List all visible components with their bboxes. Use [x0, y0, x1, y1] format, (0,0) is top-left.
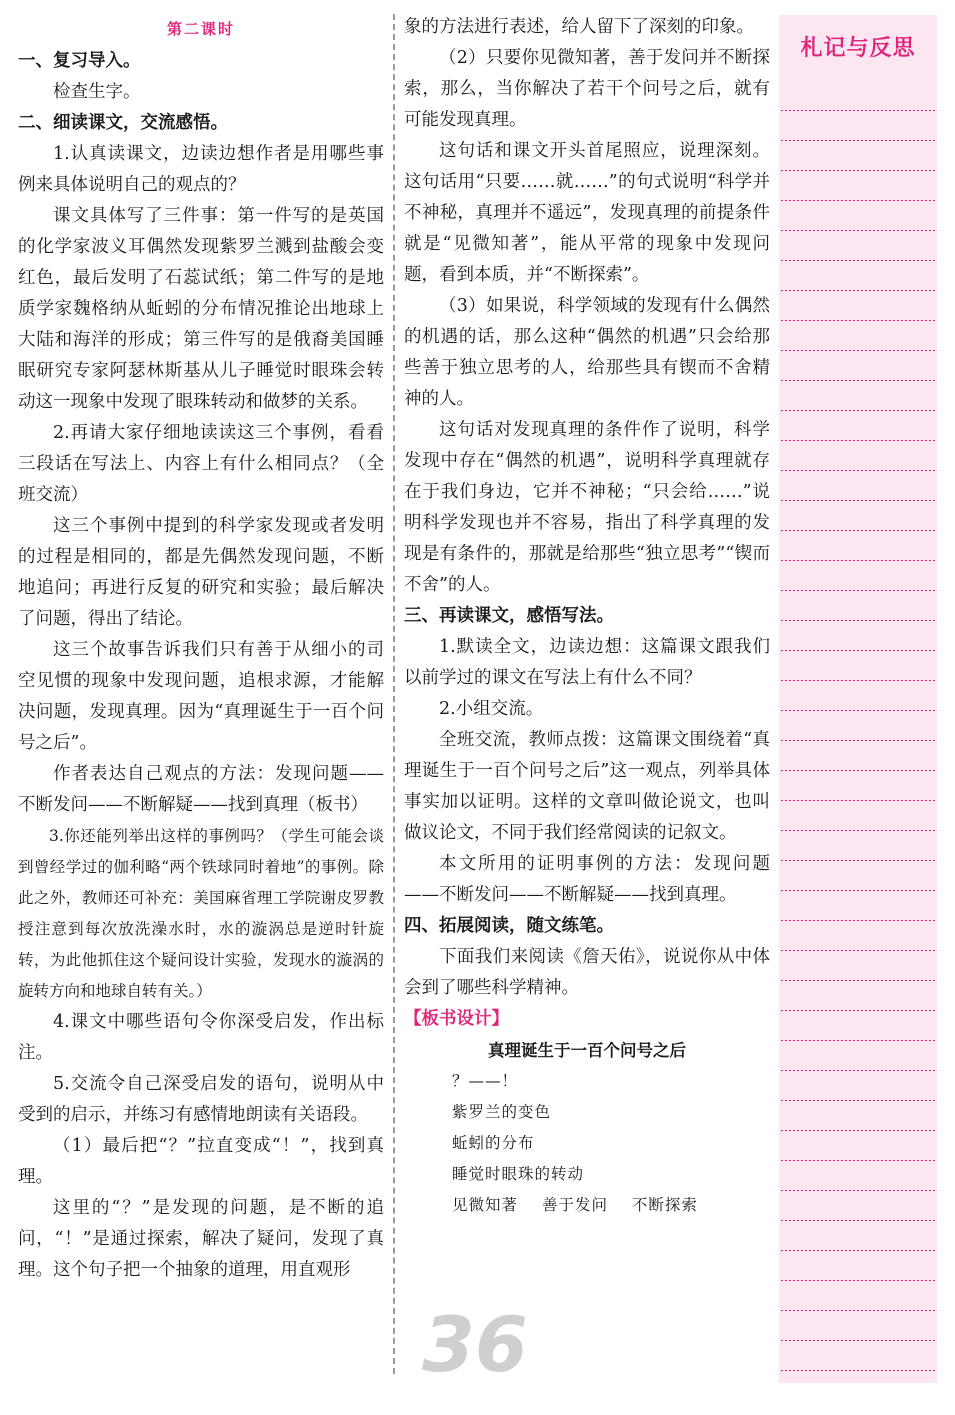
- board-line: ？——！: [452, 1072, 519, 1090]
- paragraph: 课文具体写了三件事：第一件写的是英国的化学家波义耳偶然发现紫罗兰溅到盐酸会变红色，最后发明了石蕊试纸；第二件写的是地质学家魏格纳从蚯蚓的分布情况推论出地球上大陆和海洋的形成；第三件写的是俄裔美国睡眠研究专家阿瑟林斯基从儿子睡觉时眼珠会转动这一现象中发现了眼珠转动和做梦的关系。: [18, 206, 384, 412]
- note-lines: [781, 81, 935, 1383]
- board-design-heading: 【板书设计】: [404, 1009, 509, 1029]
- board-line: 紫罗兰的变色: [452, 1103, 552, 1121]
- paragraph: 下面我们来阅读《詹天佑》，说说你从中体会到了哪些科学精神。: [404, 947, 770, 998]
- question-5: 5.交流令自己深受启发的语句，说明从中受到的启示，并练习有感情地朗读有关语段。: [18, 1074, 384, 1125]
- column-divider: [393, 14, 395, 1374]
- board-line: [404, 1190, 770, 1221]
- board-keyword: 见微知著: [452, 1196, 519, 1214]
- point-2: （2）只要你见微知著，善于发问并不断探索，那么，当你解决了若干个问号之后，就有可能发现真理。: [404, 48, 770, 130]
- notes-sidebar: [779, 15, 937, 1383]
- point-1: （1）最后把“？”拉直变成“！”，找到真理。: [18, 1136, 384, 1187]
- paragraph: 这三个故事告诉我们只有善于从细小的司空见惯的现象中发现问题，追根求源，才能解决问题，发现真理。因为“真理诞生于一百个问号之后”。: [18, 640, 384, 753]
- paragraph: 检查生字。: [53, 82, 141, 102]
- left-column: [18, 12, 384, 1286]
- question-2: 2.再请大家仔细地读读这三个事例，看看三段话在写法上、内容上有什么相同点？（全班交流）: [18, 423, 384, 505]
- question-4: 4.课文中哪些语句令你深受启发，作出标注。: [18, 1012, 384, 1063]
- point-3: （3）如果说，科学领域的发现有什么偶然的机遇的话，那么这种“偶然的机遇”只会给那些善于独立思考的人，给那些具有锲而不舍精神的人。: [404, 296, 770, 409]
- section-heading-close-reading: 二、细读课文，交流感悟。: [18, 113, 228, 133]
- board-line: 睡觉时眼珠的转动: [452, 1165, 585, 1183]
- question-3: 3.你还能列举出这样的事例吗？（学生可能会谈到曾经学过的伽利略“两个铁球同时着地”的事例。除此之外，教师还可补充：美国麻省理工学院谢皮罗教授注意到每次放洗澡水时，水的漩涡总是逆时针旋转，为此他抓住这个疑问设计实验，发现水的漩涡的旋转方向和地球自转有关。）: [18, 827, 384, 1000]
- paragraph: 这里的“？”是发现的问题，是不断的追问，“！”是通过探索，解决了疑问，发现了真理。这个句子把一个抽象的道理，用直观形: [18, 1198, 384, 1280]
- section-heading-extension: 四、拓展阅读，随文练笔。: [404, 916, 614, 936]
- paragraph: 作者表达自己观点的方法：发现问题——不断发问——不断解疑——找到真理（板书）: [18, 764, 384, 815]
- section-heading-review: 一、复习导入。: [18, 51, 141, 71]
- paragraph: 全班交流，教师点拨：这篇课文围绕着“真理诞生于一百个问号之后”这一观点，列举具体事实加以证明。这样的文章叫做论说文，也叫做议论文，不同于我们经常阅读的记叙文。: [404, 730, 770, 843]
- paragraph: 这三个事例中提到的科学家发现或者发明的过程是相同的，都是先偶然发现问题，不断地追问；再进行反复的研究和实验；最后解决了问题，得出了结论。: [18, 516, 384, 629]
- question: 2.小组交流。: [439, 699, 544, 719]
- lesson-title: 第二课时: [166, 20, 235, 38]
- paragraph: 本文所用的证明事例的方法：发现问题——不断发问——不断解疑——找到真理。: [404, 854, 770, 905]
- sidebar-title: 札记与反思: [800, 36, 916, 61]
- board-title: 真理诞生于一百个问号之后: [488, 1041, 686, 1060]
- middle-column: [404, 12, 770, 1221]
- board-keyword: 善于发问: [541, 1196, 608, 1214]
- board-line: 蚯蚓的分布: [452, 1134, 535, 1152]
- page-number: 36: [422, 1300, 528, 1389]
- paragraph: 象的方法进行表述，给人留下了深刻的印象。: [404, 17, 754, 37]
- paragraph: 这句话对发现真理的条件作了说明，科学发现中存在“偶然的机遇”，说明科学真理就存在于我们身边，它并不神秘；“只会给……”说明科学发现也并不容易，指出了科学真理的发现是有条件的，那就是给那些“独立思考”“锲而不舍”的人。: [404, 420, 770, 595]
- section-heading-reread: 三、再读课文，感悟写法。: [404, 606, 614, 626]
- board-keyword: 不断探索: [631, 1196, 698, 1214]
- paragraph: 这句话和课文开头首尾照应，说理深刻。这句话用“只要……就……”的句式说明“科学并不神秘，真理并不遥远”，发现真理的前提条件就是“见微知著”，能从平常的现象中发现问题，看到本质，并“不断探索”。: [404, 141, 770, 285]
- question-1: 1.认真读课文，边读边想作者是用哪些事例来具体说明自己的观点的？: [18, 144, 384, 195]
- question: 1.默读全文，边读边想：这篇课文跟我们以前学过的课文在写法上有什么不同？: [404, 637, 770, 688]
